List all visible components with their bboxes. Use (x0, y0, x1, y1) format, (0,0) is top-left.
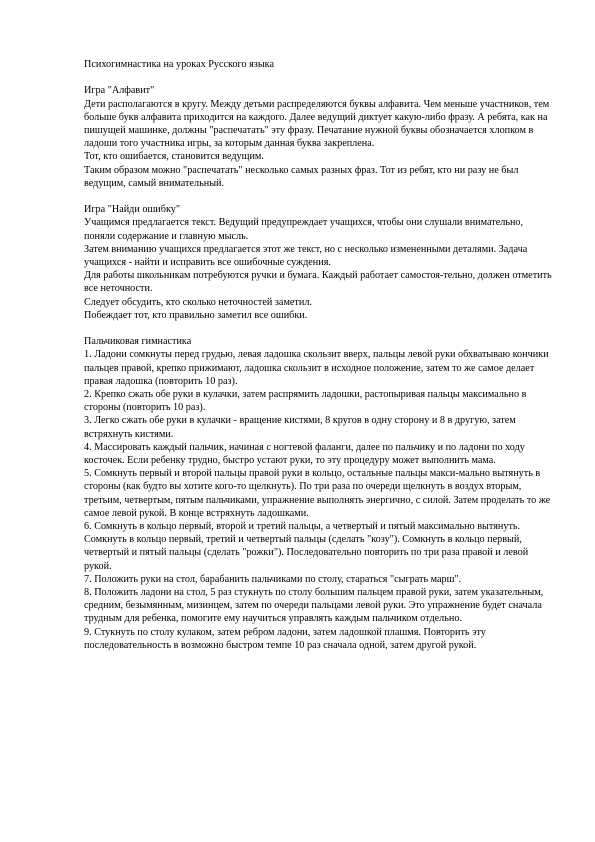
paragraph: Тот, кто ошибается, становится ведущим. (84, 151, 264, 163)
paragraph: Учащимся предлагается текст. Ведущий предупреждает учащихся, чтобы они слушали внимательно, поняли содержание и главную мысль. (84, 217, 524, 242)
exercise-item: 5. Сомкнуть первый и второй пальцы правой руки в кольцо, остальные пальцы макси-мально вытянуть в стороны (как будто вы хотите кого-то щелкнуть). По три раза по очереди щелкнуть в воздух вторым, третьим, четвертым, пятым пальчиками, упражнение выполнять энергично, с силой. Затем проделать то же самое левой рукой. В конце встряхнуть ладошками. (84, 468, 551, 519)
paragraph: Следует обсудить, кто сколько неточностей заметил. (84, 296, 312, 308)
exercise-item: 2. Крепко сжать обе руки в кулачки, затем распрямить ладошки, растопыривая пальцы максимально в стороны (повторить 10 раз). (84, 389, 527, 414)
exercise-item: 3. Легко сжать обе руки в кулачки - вращение кистями, 8 кругов в одну сторону и 8 в другую, затем встряхнуть кистями. (84, 415, 516, 440)
document-page (84, 58, 554, 665)
exercise-item: 4. Массировать каждый пальчик, начиная с ногтевой фаланги, далее по пальчику и по ладони по ходу косточек. Если ребенку трудно, быстро устают руки, то эту процедуру может выполнить мама. (84, 441, 525, 467)
paragraph: Для работы школьникам потребуются ручки и бумага. Каждый работает самостоя-тельно, должен отметить все неточности. (84, 270, 552, 295)
exercise-item: 9. Стукнуть по столу кулаком, затем ребром ладони, затем ладошкой плашмя. Повторить эту последовательность в возможно быстром темпе 10 раз сначала одной, затем другой рукой. (84, 626, 486, 651)
exercise-item: 7. Положить руки на стол, барабанить пальчиками по столу, стараться "сыграть марш". (84, 573, 462, 585)
section-alphabet-game (84, 84, 554, 190)
paragraph: Затем вниманию учащихся предлагается этот же текст, но с несколько измененными деталями. Задача учащихся - найти и исправить все ошибочные суждения. (84, 243, 528, 269)
paragraph: Таким образом можно "распечатать" несколько самых разных фраз. Тот из ребят, кто ни разу не был ведущим, самый внимательный. (84, 164, 519, 189)
exercise-item: 8. Положить ладони на стол, 5 раз стукнуть по столу большим пальцем правой руки, затем указательным, средним, безымянным, мизинцем, затем по очереди пальцами левой руки. Это упражнение будет сначала трудным для ребенка, помогите ему научиться управлять каждым пальчиком отдельно. (84, 587, 544, 625)
exercise-item: 6. Сомкнуть в кольцо первый, второй и третий пальцы, а четвертый и пятый максимально вытянуть. Сомкнуть в кольцо первый, третий и четвертый пальцы (сделать "козу"). Сомкнуть в кольцо первый, четвертый и пятый пальцы (сделать "рожки"). Последовательно повторить по три раза правой и левой рукой. (84, 521, 529, 572)
section-finger-gymnastics (84, 335, 554, 652)
section-heading: Игра "Найди ошибку" (84, 204, 181, 216)
paragraph: Дети располагаются в кругу. Между детьми распределяются буквы алфавита. Чем меньше участников, тем больше букв алфавита приходится на каждого. Далее ведущий диктует какую-либо фразу. А ребята, как на пишущей машинке, должны "распечатать" эту фразу. Печатание нужной буквы обозначается хлопком в ладоши того участника игры, за которым данная буква закреплена. (84, 98, 550, 150)
paragraph: Побеждает тот, кто правильно заметил все ошибки. (84, 309, 308, 321)
section-heading: Игра "Алфавит" (84, 85, 155, 97)
exercise-item: 1. Ладони сомкнуты перед грудью, левая ладошка скользит вверх, пальцы левой руки обхватываю кончики пальцев правой, крепко прижимают, ладошка скользит в исходное положение, затем то же самое делает правая ладошка (повторить 10 раз). (84, 349, 549, 387)
section-heading: Пальчиковая гимнастика (84, 336, 192, 348)
section-find-error-game (84, 203, 554, 322)
document-title: Психогимнастика на уроках Русского языка (84, 59, 274, 70)
